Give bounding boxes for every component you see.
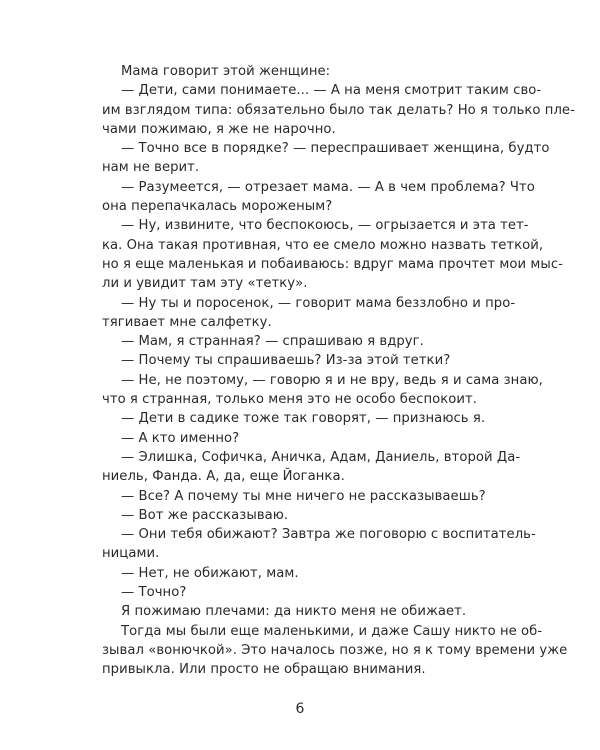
text-line: тягивает мне салфетку.: [102, 314, 272, 330]
text-line: чами пожимаю, я же не нарочно.: [102, 121, 336, 137]
text-line: ницами.: [102, 546, 160, 562]
page-number: 6: [295, 701, 305, 717]
text-line: Мама говорит этой женщине:: [121, 64, 331, 79]
text-line: — Мам, я странная? — спрашиваю я вдруг.: [121, 334, 424, 350]
text-line: она перепачкалась мороженым?: [102, 199, 333, 215]
text-line: — А кто именно?: [121, 430, 240, 446]
text-line: — Они тебя обижают? Завтра же поговорю с воспитатель-: [121, 527, 536, 543]
text-line: — Почему ты спрашиваешь? Из-за этой тетки?: [121, 353, 451, 369]
text-line: нам не верит.: [102, 160, 200, 176]
text-line: но я еще маленькая и побаиваюсь: вдруг мама прочтет мои мыс-: [102, 256, 563, 272]
text-line: — Вот же рассказываю.: [121, 507, 289, 523]
text-line: — Не, не поэтому, — говорю я и не вру, ведь я и сама знаю,: [121, 372, 543, 388]
text-line: ка. Она такая противная, что ее смело можно назвать теткой,: [102, 237, 544, 253]
text-line: — Нет, не обижают, мам.: [121, 565, 299, 581]
text-line: — Разумеется, — отрезает мама. — А в чем проблема? Что: [121, 179, 535, 195]
text-line: им взглядом типа: обязательно было так делать? Но я только пле-: [102, 102, 575, 118]
text-line: привыкла. Или просто не обращаю внимания.: [102, 662, 426, 678]
text-line: ли и увидит там эту «тетку».: [102, 276, 308, 292]
text-line: — Точно?: [121, 585, 187, 601]
text-line: что я странная, только меня это не особо беспокоит.: [102, 392, 477, 408]
text-line: — Дети в садике тоже так говорят, — признаюсь я.: [121, 411, 486, 427]
text-line: ниель, Фанда. А, да, еще Йоганка.: [102, 469, 345, 485]
text-line: зывал «вонючкой». Это началось позже, но я к тому времени уже: [102, 642, 568, 658]
text-line: — Ну, извините, что беспокоюсь, — огрызается и эта тет-: [121, 218, 529, 234]
text-line: Я пожимаю плечами: да никто меня не обижает.: [121, 604, 467, 620]
text-line: — Дети, сами понимаете... — А на меня смотрит таким сво-: [121, 83, 542, 99]
text-line: — Ну ты и поросенок, — говорит мама беззлобно и про-: [121, 295, 516, 311]
text-line: — Точно все в порядке? — переспрашивает женщина, будто: [121, 141, 550, 157]
text-line: — Все? А почему ты мне ничего не рассказываешь?: [121, 488, 486, 504]
text-line: — Элишка, Софичка, Аничка, Адам, Даниель, второй Да-: [121, 449, 521, 465]
body-text: [102, 62, 575, 680]
text-line: Тогда мы были еще маленькими, и даже Сашу никто не об-: [121, 623, 543, 639]
